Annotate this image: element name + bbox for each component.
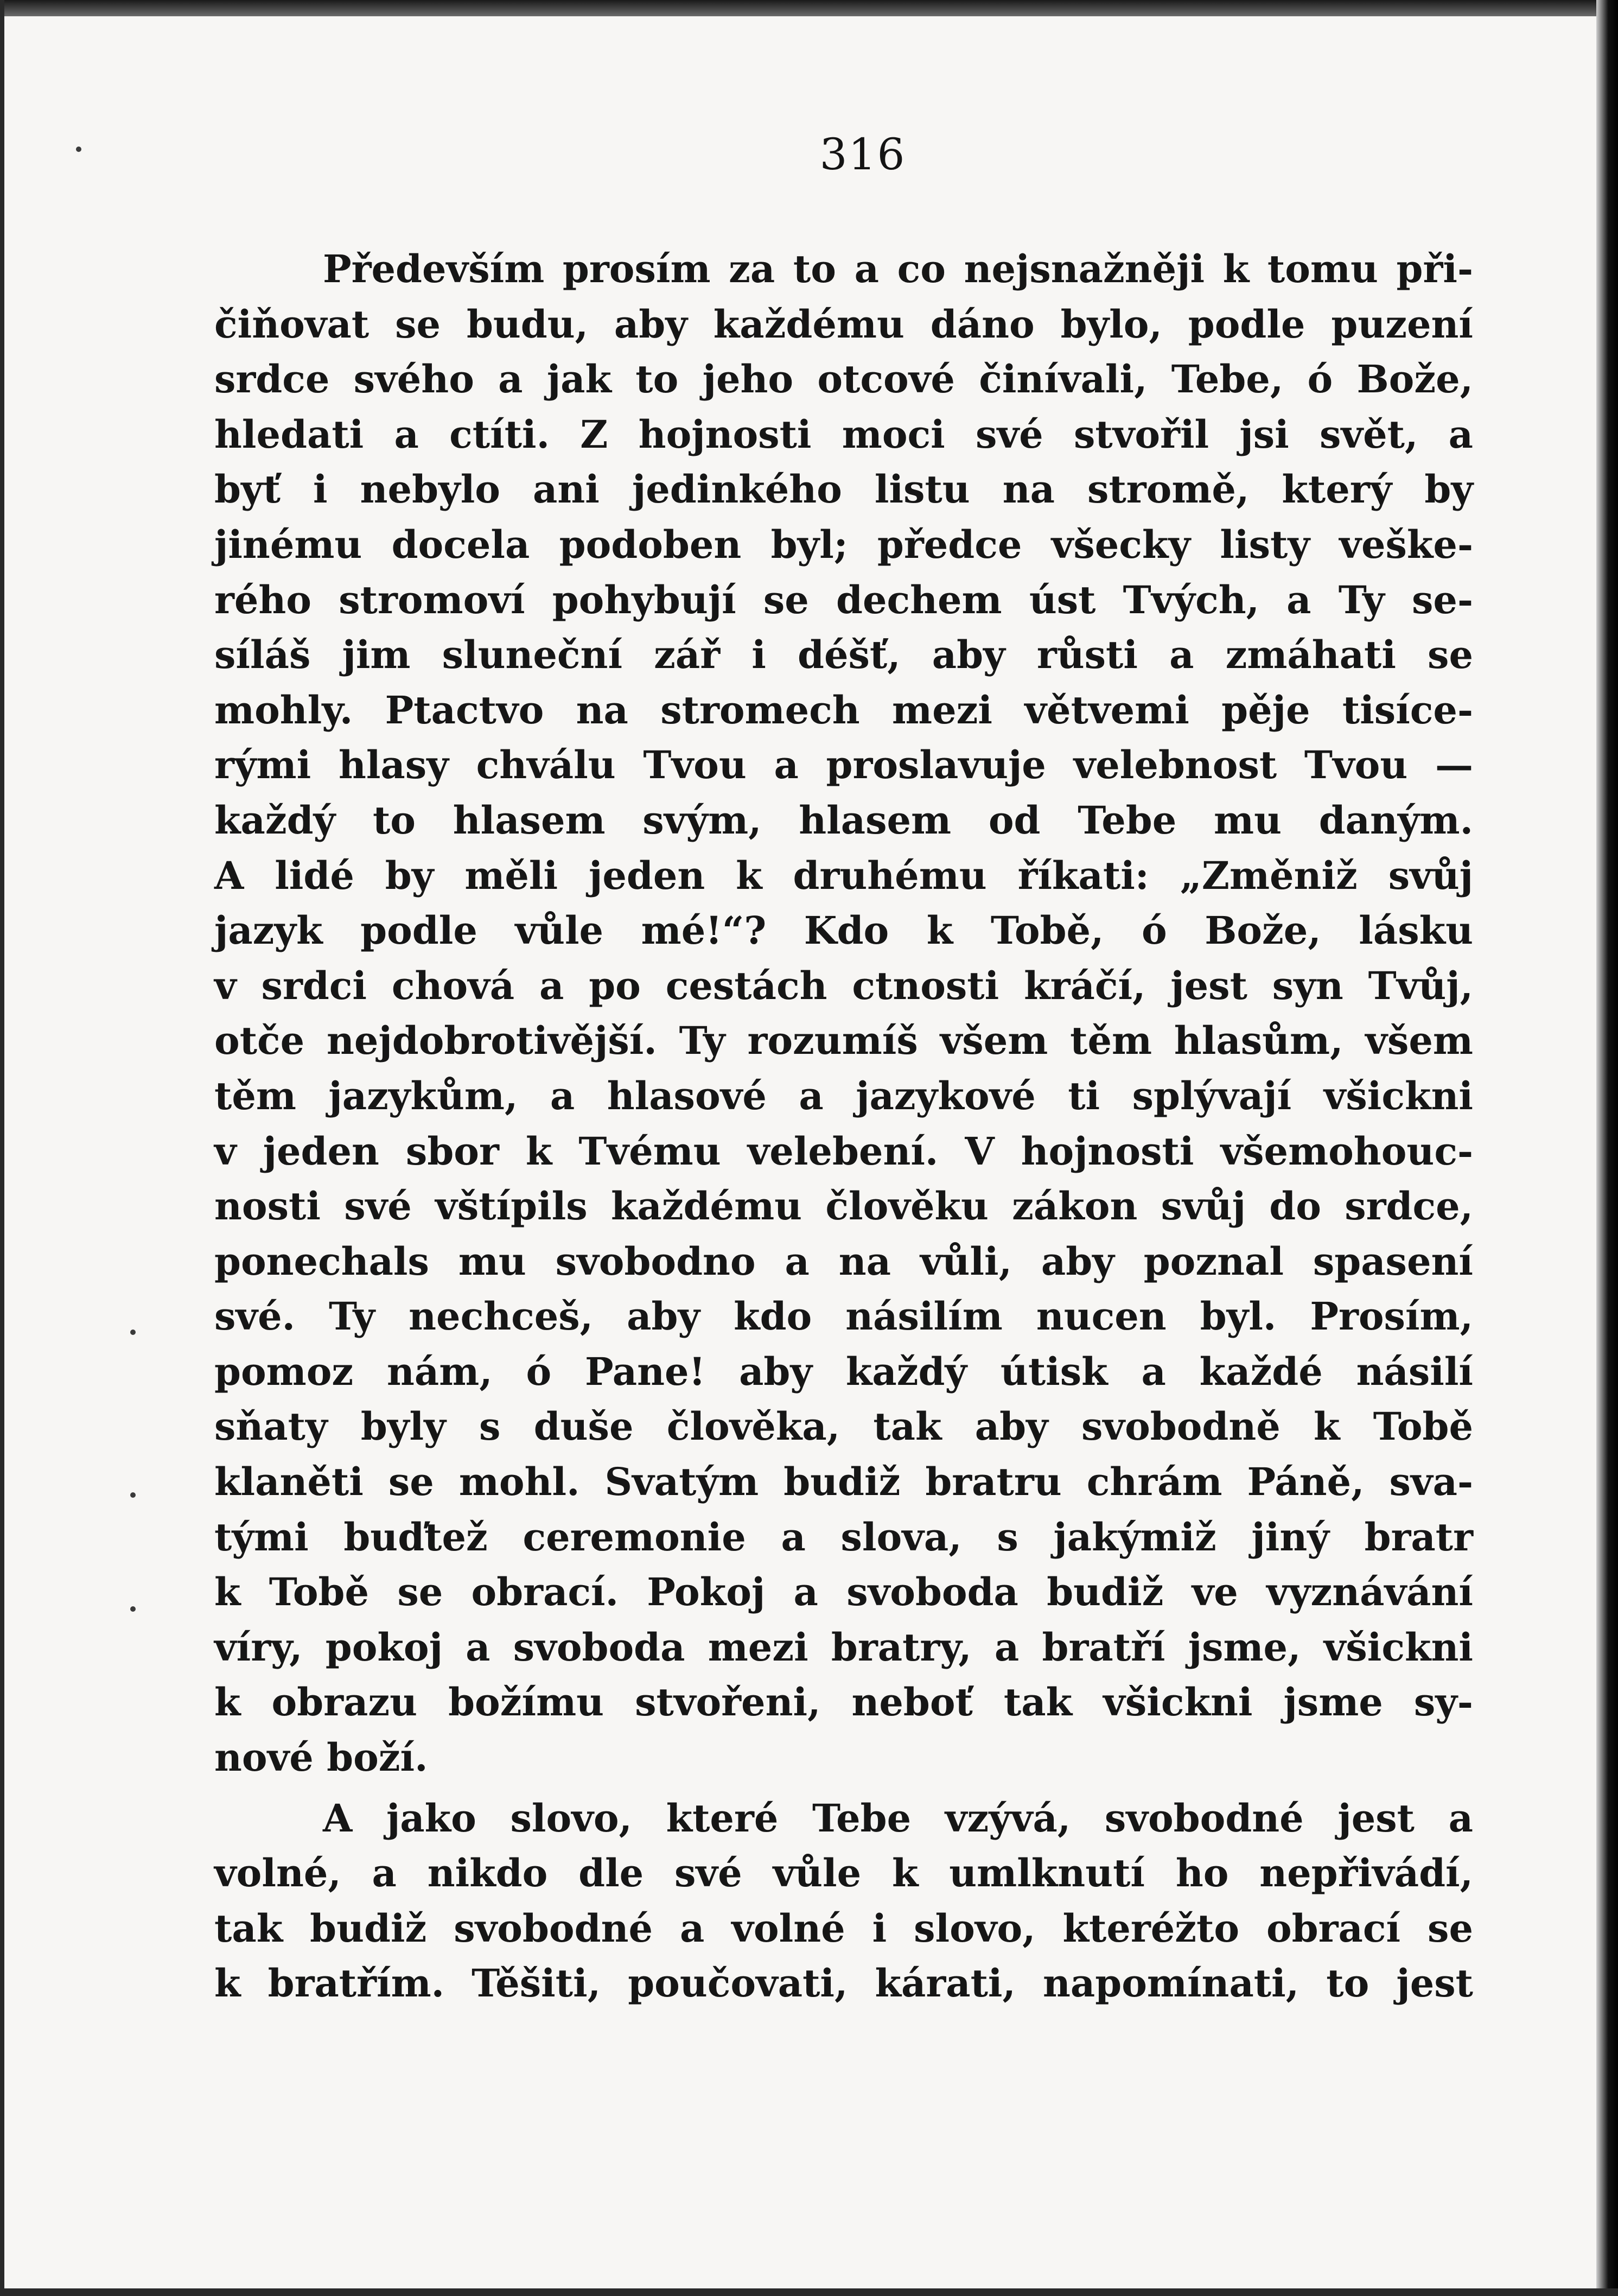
text-line: volné, a nikdo dle své vůle k umlknutí ho nepřivádí, <box>214 1850 1473 1896</box>
text-line: své. Ty nechceš, aby kdo násilím nucen byl. Prosím, <box>214 1294 1473 1339</box>
scan-speck <box>130 1606 136 1612</box>
scan-border-right <box>1596 0 1618 2296</box>
paragraph <box>214 1791 1473 2011</box>
text-line: nové boží. <box>214 1735 428 1780</box>
text-line: pomoz nám, ó Pane! aby každý útisk a každé násilí <box>214 1349 1473 1394</box>
scan-speck <box>76 147 81 152</box>
text-line: k bratřím. Těšiti, poučovati, kárati, napomínati, to jest <box>214 1961 1473 2006</box>
text-line: sňaty byly s duše člověka, tak aby svobodně k Tobě <box>214 1404 1473 1449</box>
text-line: v jeden sbor k Tvému velebení. V hojnosti všemohouc- <box>214 1128 1473 1174</box>
text-line: jinému docela podoben byl; předce všecky listy veške- <box>214 521 1473 567</box>
text-line: byť i nebylo ani jedinkého listu na stromě, který by <box>214 467 1473 512</box>
text-line: rého stromoví pohybují se dechem úst Tvých, a Ty se- <box>214 577 1473 622</box>
scan-speck <box>130 1330 136 1335</box>
text-line: víry, pokoj a svoboda mezi bratry, a bratří jsme, všickni <box>214 1624 1473 1670</box>
text-line: síláš jim sluneční zář i déšť, aby růsti a zmáhati se <box>214 632 1473 678</box>
scan-border-left <box>0 0 4 2296</box>
text-line: ponechals mu svobodno a na vůli, aby poznal spasení <box>214 1238 1473 1284</box>
paragraph-gap <box>214 1785 1473 1791</box>
body-text <box>214 241 1473 2011</box>
text-line: čiňovat se budu, aby každému dáno bylo, podle puzení <box>214 301 1473 347</box>
text-line: k Tobě se obrací. Pokoj a svoboda budiž ve vyznávání <box>214 1569 1473 1615</box>
text-line: klaněti se mohl. Svatým budiž bratru chrám Páně, sva- <box>214 1459 1473 1505</box>
scan-border-bottom <box>0 2288 1618 2296</box>
text-line: hledati a ctíti. Z hojnosti moci své stvořil jsi svět, a <box>214 411 1473 457</box>
text-line: tými buďtež ceremonie a slova, s jakýmiž jiný bratr <box>214 1514 1473 1560</box>
paragraph <box>214 241 1473 1785</box>
text-line: otče nejdobrotivější. Ty rozumíš všem těm hlasům, všem <box>214 1018 1473 1064</box>
text-line: každý to hlasem svým, hlasem od Tebe mu daným. <box>214 797 1473 843</box>
text-line: Především prosím za to a co nejsnažněji k tomu při- <box>323 246 1473 291</box>
text-line: k obrazu božímu stvořeni, neboť tak všickni jsme sy- <box>214 1680 1473 1725</box>
page-number: 316 <box>819 129 906 180</box>
text-line: A lidé by měli jeden k druhému říkati: „Změniž svůj <box>214 853 1473 898</box>
text-line: v srdci chová a po cestách ctnosti kráčí, jest syn Tvůj, <box>214 963 1473 1008</box>
text-line: tak budiž svobodné a volné i slovo, kteréžto obrací se <box>214 1905 1473 1951</box>
text-line: nosti své vštípils každému člověku zákon svůj do srdce, <box>214 1184 1473 1229</box>
text-line: rými hlasy chválu Tvou a proslavuje velebnost Tvou — <box>214 742 1473 788</box>
text-line: mohly. Ptactvo na stromech mezi větvemi pěje tisíce- <box>214 687 1473 733</box>
text-line: jazyk podle vůle mé!“? Kdo k Tobě, ó Bože, lásku <box>214 908 1473 953</box>
text-line: srdce svého a jak to jeho otcové činívali, Tebe, ó Bože, <box>214 357 1473 402</box>
text-line: A jako slovo, které Tebe vzývá, svobodné jest a <box>323 1795 1473 1841</box>
scan-speck <box>130 1492 136 1498</box>
scan-border-top <box>0 0 1618 16</box>
text-line: těm jazykům, a hlasové a jazykové ti splývají všickni <box>214 1073 1473 1118</box>
